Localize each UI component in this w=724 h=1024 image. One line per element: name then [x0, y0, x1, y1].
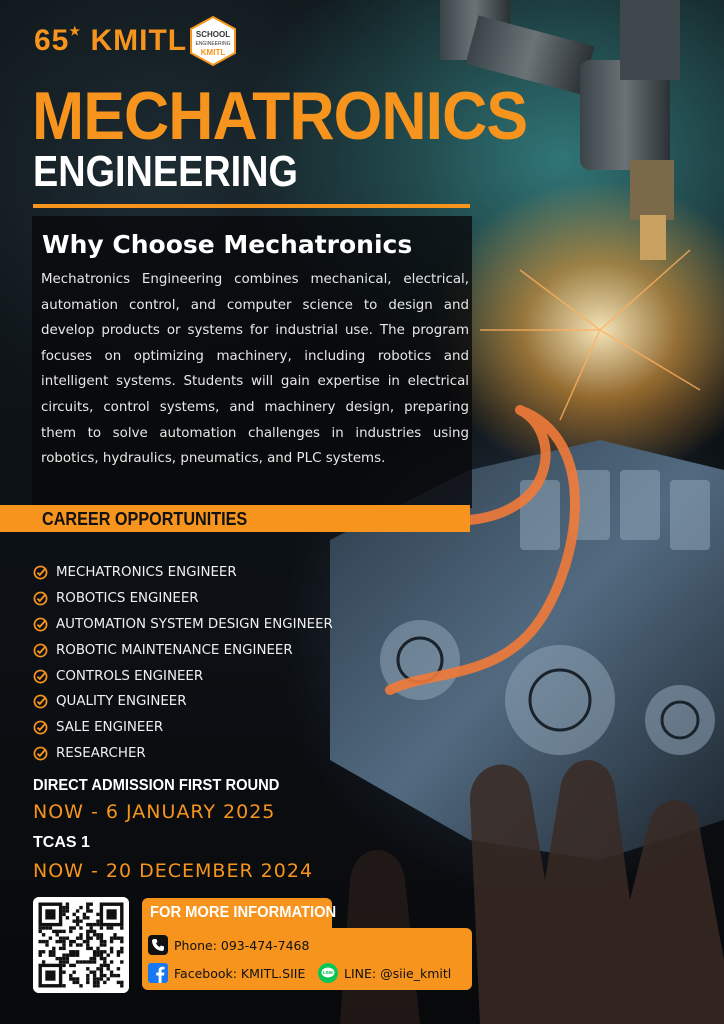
check-circle-icon: [33, 746, 48, 761]
why-description: Mechatronics Engineering combines mechanical, electrical, automation control, and computer science to design and develop products or systems for industrial use. The program focuses on optimizing machinery, including robotics and intelligent systems. Students will gain expertise in electrical circuits, control systems, and machinery design, preparing them to solve automation challenges in industries using robotics, hydraulics, pneumatics, and PLC systems.: [41, 272, 469, 467]
check-circle-icon: [33, 720, 48, 735]
career-item: [33, 637, 333, 663]
phone-icon: [148, 935, 168, 955]
contact-phone-text: Phone: 093-474-7468: [174, 937, 310, 953]
check-circle-icon: [33, 694, 48, 709]
check-circle-icon: [33, 591, 48, 606]
title-mechatronics: MECHATRONICS: [32, 78, 528, 154]
qr-code[interactable]: [33, 897, 129, 993]
contact-facebook[interactable]: [148, 963, 305, 983]
career-item: [33, 586, 333, 612]
career-label: SALE ENGINEER: [56, 720, 164, 736]
why-heading: Why Choose Mechatronics: [42, 230, 413, 259]
contact-line[interactable]: [318, 963, 451, 983]
contact-heading: FOR MORE INFORMATION: [150, 904, 337, 921]
badge-line-1: SCHOOL: [195, 30, 231, 39]
admission-round2-label: TCAS 1: [33, 834, 90, 851]
school-engineering-badge: [190, 16, 236, 66]
career-item: [33, 715, 333, 741]
career-list: [33, 560, 333, 766]
career-label: ROBOTIC MAINTENANCE ENGINEER: [56, 642, 293, 658]
anniversary-number: 65: [34, 24, 70, 57]
badge-line-2: ENGINEERING: [195, 41, 231, 47]
admission-round1-label: DIRECT ADMISSION FIRST ROUND: [33, 777, 280, 794]
check-circle-icon: [33, 643, 48, 658]
contact-phone[interactable]: [148, 935, 309, 955]
check-circle-icon: [33, 669, 48, 684]
star-icon: ★: [69, 24, 82, 38]
career-heading: CAREER OPPORTUNITIES: [42, 509, 248, 529]
check-circle-icon: [33, 617, 48, 632]
admission-round1-date: NOW - 6 JANUARY 2025: [33, 801, 276, 823]
line-icon-text: LINE: [322, 970, 334, 976]
career-label: MECHATRONICS ENGINEER: [56, 565, 237, 581]
career-item: [33, 663, 333, 689]
career-item: [33, 560, 333, 586]
contact-line-text: LINE: @siie_kmitl: [344, 965, 452, 981]
title-engineering: ENGINEERING: [33, 147, 298, 196]
career-label: ROBOTICS ENGINEER: [56, 591, 199, 607]
badge-line-3: KMITL: [200, 48, 226, 57]
check-circle-icon: [33, 565, 48, 580]
career-label: QUALITY ENGINEER: [56, 694, 187, 710]
career-label: AUTOMATION SYSTEM DESIGN ENGINEER: [56, 616, 333, 632]
career-item: [33, 689, 333, 715]
career-item: [33, 741, 333, 767]
facebook-icon: [148, 963, 168, 983]
line-icon: [318, 963, 338, 983]
career-item: [33, 612, 333, 638]
contact-facebook-text: Facebook: KMITL.SIIE: [174, 965, 306, 981]
kmitl-logo-text: KMITL: [90, 24, 188, 57]
title-divider: [33, 204, 470, 208]
admission-round2-date: NOW - 20 DECEMBER 2024: [33, 860, 314, 882]
kmitl-logo: [34, 24, 187, 58]
career-label: RESEARCHER: [56, 745, 146, 761]
career-label: CONTROLS ENGINEER: [56, 668, 204, 684]
